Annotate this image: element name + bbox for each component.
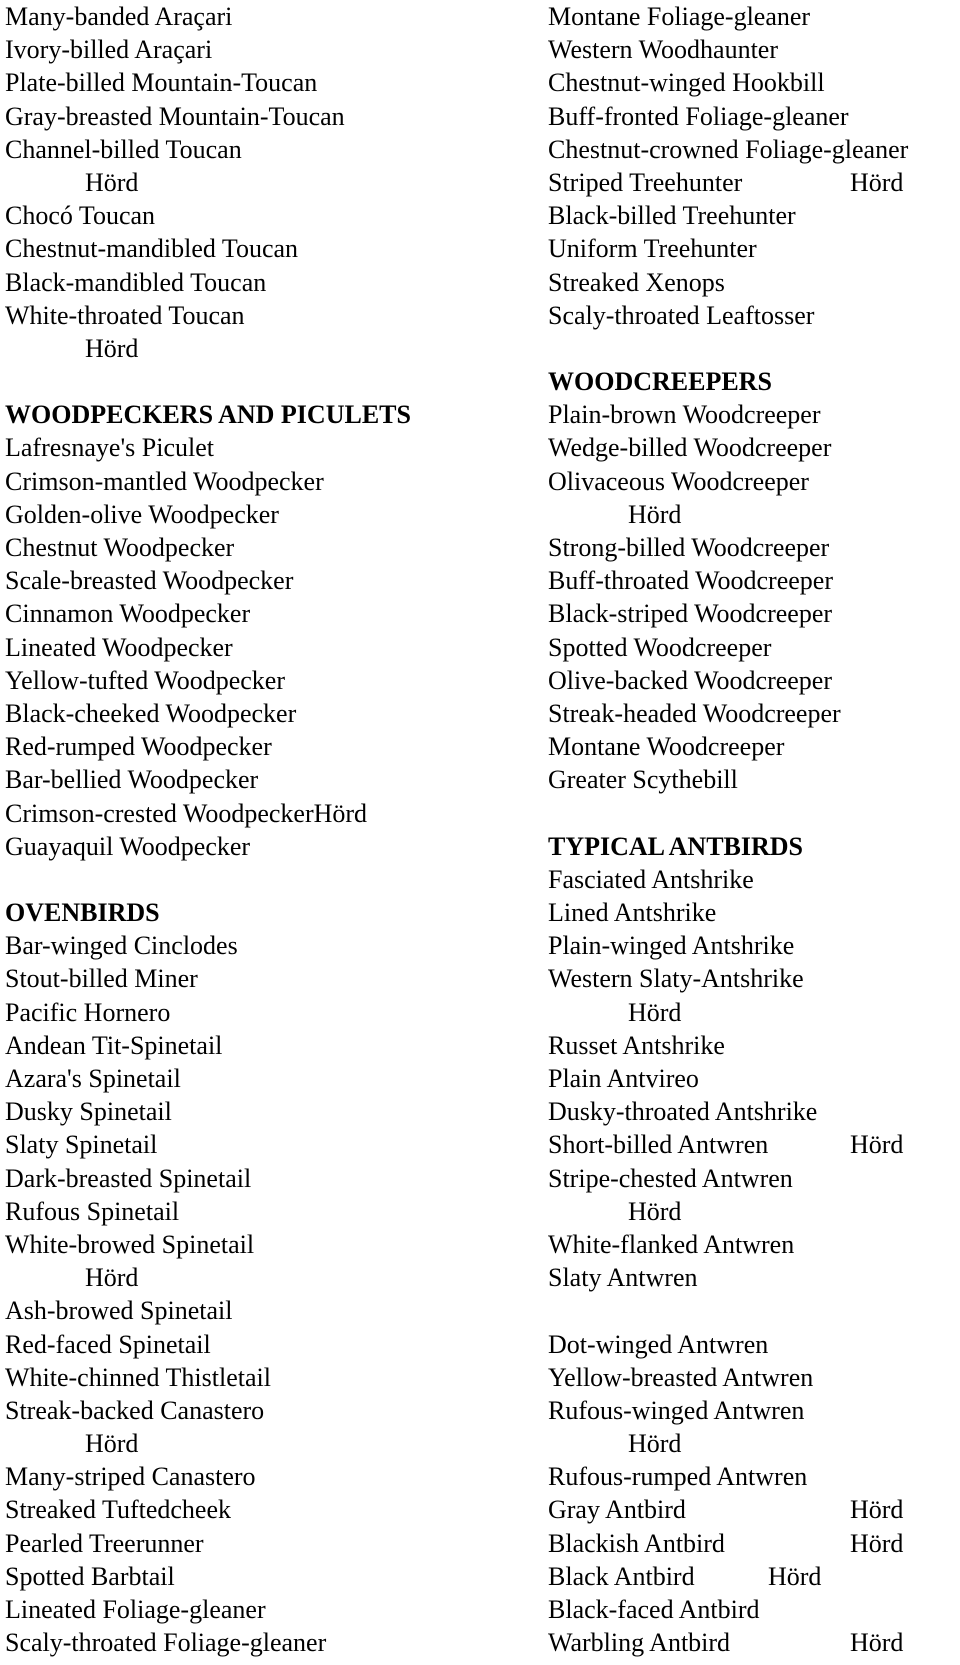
species-row (5, 564, 535, 597)
species-name: White-browed Spinetail (5, 1229, 255, 1259)
species-name: Plain-brown Woodcreeper (548, 400, 821, 430)
species-name: Western Slaty-Antshrike (548, 964, 804, 994)
species-name: Slaty Spinetail (5, 1130, 158, 1160)
species-row (548, 66, 958, 99)
species-row (548, 166, 958, 199)
species-row (548, 1394, 958, 1427)
species-row (5, 1128, 535, 1161)
species-row (5, 498, 535, 531)
mark-row (548, 996, 958, 1029)
species-name: Uniform Treehunter (548, 234, 757, 264)
species-name: Stout-billed Miner (5, 964, 198, 994)
section-heading (5, 398, 535, 431)
species-name: Red-faced Spinetail (5, 1329, 211, 1359)
species-name: Chocó Toucan (5, 201, 156, 231)
mark-row (548, 1195, 958, 1228)
section-title: TYPICAL ANTBIRDS (548, 831, 804, 861)
species-name: Many-banded Araçari (5, 2, 233, 31)
species-row (5, 697, 535, 730)
blank-row (548, 1294, 958, 1327)
species-row (548, 1128, 958, 1161)
heard-mark: Hörd (85, 1263, 139, 1293)
section-heading (5, 896, 535, 929)
species-name: Dot-winged Antwren (548, 1329, 769, 1359)
blank-row (5, 365, 535, 398)
species-row (5, 531, 535, 564)
species-row (5, 1460, 535, 1493)
species-name: Gray Antbird (548, 1495, 686, 1525)
species-row (548, 100, 958, 133)
section-heading (548, 365, 958, 398)
species-name: Ivory-billed Araçari (5, 35, 213, 65)
species-name: Olive-backed Woodcreeper (548, 665, 833, 695)
species-row (5, 1361, 535, 1394)
species-name: Scale-breasted Woodpecker (5, 566, 294, 596)
species-row (5, 730, 535, 763)
species-row (5, 1394, 535, 1427)
species-row (548, 863, 958, 896)
species-row (548, 631, 958, 664)
species-name: Streaked Xenops (548, 267, 725, 297)
species-row (5, 1195, 535, 1228)
species-name: Lafresnaye's Piculet (5, 433, 214, 463)
species-name: Azara's Spinetail (5, 1064, 181, 1093)
heard-mark: Hörd (850, 1528, 904, 1558)
heard-mark: Hörd (85, 1429, 139, 1459)
species-name: Blackish Antbird (548, 1528, 725, 1558)
species-row (548, 1593, 958, 1626)
species-row (548, 431, 958, 464)
mark-row (5, 1427, 535, 1460)
species-row (548, 266, 958, 299)
species-name: Crimson-crested WoodpeckerHörd (5, 798, 368, 828)
species-name: Lineated Woodpecker (5, 632, 233, 662)
species-name: Dark-breasted Spinetail (5, 1163, 252, 1193)
species-row (548, 33, 958, 66)
species-name: Wedge-billed Woodcreeper (548, 433, 832, 463)
species-name: Chestnut Woodpecker (5, 533, 235, 562)
species-name: Pearled Treerunner (5, 1528, 204, 1558)
species-row (5, 1095, 535, 1128)
species-name: Pacific Hornero (5, 997, 171, 1027)
species-name: White-chinned Thistletail (5, 1362, 271, 1392)
species-row (548, 232, 958, 265)
heard-mark: Hörd (628, 1429, 682, 1459)
species-name: Strong-billed Woodcreeper (548, 533, 830, 562)
species-name: Dusky Spinetail (5, 1097, 172, 1127)
species-name: Russet Antshrike (548, 1030, 725, 1060)
species-name: Black-mandibled Toucan (5, 267, 267, 297)
species-row (5, 232, 535, 265)
species-row (548, 1626, 958, 1659)
species-row (5, 1493, 535, 1526)
species-name: Warbling Antbird (548, 1628, 731, 1658)
species-row (548, 962, 958, 995)
species-row (5, 797, 535, 830)
species-name: Yellow-breasted Antwren (548, 1362, 814, 1392)
species-row (548, 896, 958, 929)
species-name: Plate-billed Mountain-Toucan (5, 68, 318, 98)
species-row (548, 0, 958, 33)
species-name: Andean Tit-Spinetail (5, 1030, 223, 1060)
species-row (548, 1062, 958, 1095)
species-row (548, 597, 958, 630)
species-name: Spotted Barbtail (5, 1561, 175, 1591)
species-name: Black-cheeked Woodpecker (5, 698, 297, 728)
species-row (548, 1560, 958, 1593)
species-row (548, 1162, 958, 1195)
species-row (5, 1593, 535, 1626)
species-row (548, 1095, 958, 1128)
species-row (5, 0, 535, 33)
species-row (5, 1328, 535, 1361)
species-row (5, 631, 535, 664)
species-row (548, 1261, 958, 1294)
species-row (548, 564, 958, 597)
species-row (548, 1228, 958, 1261)
species-name: Yellow-tufted Woodpecker (5, 665, 286, 695)
species-name: Montane Woodcreeper (548, 732, 785, 762)
species-row (5, 1626, 535, 1659)
species-name: Rufous Spinetail (5, 1196, 180, 1226)
species-name: Channel-billed Toucan (5, 134, 242, 164)
species-name: Chestnut-crowned Foliage-gleaner (548, 134, 909, 164)
species-row (5, 465, 535, 498)
mark-row (5, 1261, 535, 1294)
heard-mark: Hörd (85, 167, 139, 197)
species-name: Black Antbird (548, 1561, 695, 1591)
species-row (5, 133, 535, 166)
section-title: OVENBIRDS (5, 898, 160, 928)
section-heading (548, 830, 958, 863)
species-row (548, 199, 958, 232)
right-column (548, 0, 958, 1659)
species-name: Slaty Antwren (548, 1263, 698, 1293)
species-name: Buff-fronted Foliage-gleaner (548, 101, 849, 131)
species-row (5, 266, 535, 299)
species-row (5, 1228, 535, 1261)
species-name: Rufous-winged Antwren (548, 1395, 805, 1425)
species-name: Striped Treehunter (548, 167, 743, 197)
species-row (5, 597, 535, 630)
species-row (548, 1029, 958, 1062)
mark-row (548, 498, 958, 531)
species-name: Lineated Foliage-gleaner (5, 1595, 266, 1624)
species-name: Black-faced Antbird (548, 1595, 760, 1624)
mark-row (5, 332, 535, 365)
species-row (548, 1328, 958, 1361)
species-row (5, 664, 535, 697)
species-row (548, 664, 958, 697)
species-name: Crimson-mantled Woodpecker (5, 466, 324, 496)
species-row (548, 1460, 958, 1493)
mark-row (548, 1427, 958, 1460)
species-name: Rufous-rumped Antwren (548, 1462, 808, 1492)
species-row (548, 531, 958, 564)
heard-mark: Hörd (850, 1495, 904, 1525)
section-title: WOODCREEPERS (548, 367, 772, 397)
species-name: Streak-backed Canastero (5, 1395, 265, 1425)
species-row (5, 1527, 535, 1560)
species-name: Plain-winged Antshrike (548, 931, 795, 961)
species-row (548, 299, 958, 332)
species-name: Chestnut-winged Hookbill (548, 68, 825, 98)
species-name: Black-billed Treehunter (548, 201, 796, 231)
species-name: Streaked Tuftedcheek (5, 1495, 232, 1525)
species-name: Buff-throated Woodcreeper (548, 566, 833, 596)
heard-mark: Hörd (850, 167, 904, 197)
species-name: Plain Antvireo (548, 1064, 699, 1093)
species-name: Guayaquil Woodpecker (5, 831, 251, 861)
species-name: Scaly-throated Foliage-gleaner (5, 1628, 327, 1658)
species-row (5, 1560, 535, 1593)
species-row (548, 465, 958, 498)
species-name: Gray-breasted Mountain-Toucan (5, 101, 345, 131)
species-name: Lined Antshrike (548, 898, 717, 928)
species-name: Streak-headed Woodcreeper (548, 698, 841, 728)
heard-mark: Hörd (628, 997, 682, 1027)
species-name: Scaly-throated Leaftosser (548, 300, 815, 330)
blank-row (548, 332, 958, 365)
species-name: Ash-browed Spinetail (5, 1296, 233, 1326)
species-name: Fasciated Antshrike (548, 864, 754, 894)
species-row (5, 199, 535, 232)
species-row (5, 929, 535, 962)
species-name: Stripe-chested Antwren (548, 1163, 793, 1193)
species-row (548, 398, 958, 431)
species-name: Olivaceous Woodcreeper (548, 466, 809, 496)
species-name: Many-striped Canastero (5, 1462, 256, 1492)
heard-mark: Hörd (850, 1628, 904, 1658)
species-name: Chestnut-mandibled Toucan (5, 234, 299, 264)
species-name: Dusky-throated Antshrike (548, 1097, 818, 1127)
heard-mark: Hörd (85, 333, 139, 363)
species-row (5, 66, 535, 99)
species-row (5, 763, 535, 796)
species-name: Golden-olive Woodpecker (5, 499, 279, 529)
species-row (5, 100, 535, 133)
species-row (548, 1527, 958, 1560)
mark-row (5, 166, 535, 199)
species-row (5, 299, 535, 332)
species-row (5, 962, 535, 995)
species-name: Greater Scythebill (548, 765, 738, 795)
species-name: Western Woodhaunter (548, 35, 778, 65)
species-name: White-flanked Antwren (548, 1229, 795, 1259)
species-name: Bar-winged Cinclodes (5, 931, 238, 961)
species-name: White-throated Toucan (5, 300, 245, 330)
heard-mark: Hörd (628, 1196, 682, 1226)
species-name: Red-rumped Woodpecker (5, 732, 272, 762)
species-row (548, 929, 958, 962)
section-title: WOODPECKERS AND PICULETS (5, 400, 411, 430)
species-row (5, 431, 535, 464)
species-row (548, 730, 958, 763)
species-name: Bar-bellied Woodpecker (5, 765, 259, 795)
left-column (5, 0, 535, 1659)
species-row (548, 763, 958, 796)
species-row (5, 1062, 535, 1095)
blank-row (548, 797, 958, 830)
species-name: Short-billed Antwren (548, 1130, 769, 1160)
species-name: Black-striped Woodcreeper (548, 599, 833, 629)
species-name: Montane Foliage-gleaner (548, 2, 811, 31)
species-row (5, 996, 535, 1029)
species-row (5, 33, 535, 66)
species-row (548, 1493, 958, 1526)
species-row (548, 1361, 958, 1394)
species-row (5, 1294, 535, 1327)
species-row (548, 697, 958, 730)
species-name: Cinnamon Woodpecker (5, 599, 251, 629)
heard-mark: Hörd (628, 499, 682, 529)
species-row (5, 1162, 535, 1195)
heard-mark: Hörd (768, 1561, 822, 1591)
species-row (548, 133, 958, 166)
blank-row (5, 863, 535, 896)
heard-mark: Hörd (850, 1130, 904, 1160)
species-row (5, 830, 535, 863)
species-name: Spotted Woodcreeper (548, 632, 772, 662)
species-row (5, 1029, 535, 1062)
